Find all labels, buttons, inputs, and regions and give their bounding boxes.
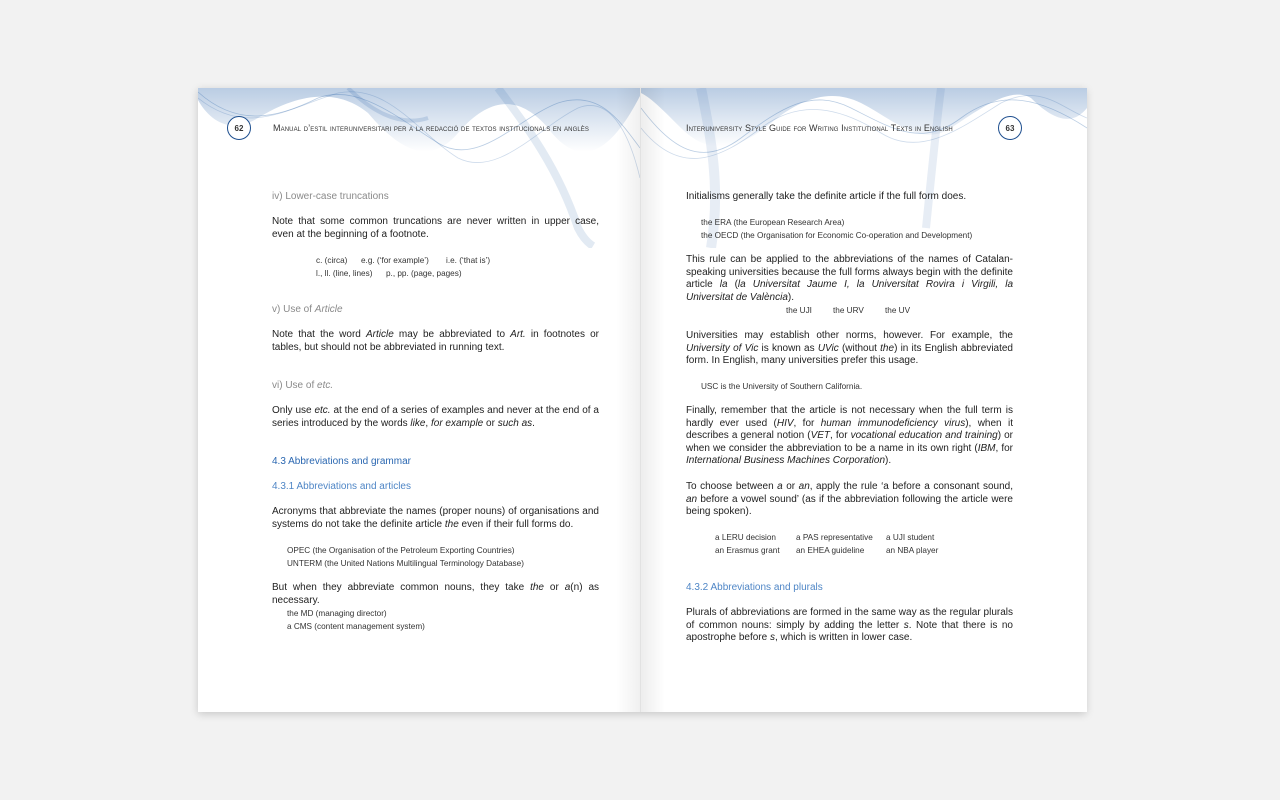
example-item: a PAS representative	[796, 533, 873, 542]
paragraph-article-not-necessary: Finally, remember that the article is not necessary when the full term is hardly ever used (HIV, for human immunodeficiency virus), when it describes a general notion (VET, for vocational education and training) or when we consider the abbreviation to be a name in its own right (IBM, for International Business Machines Corporation).	[686, 405, 1014, 467]
paragraph-other-norms: Universities may establish other norms, however. For example, the University of Vic is known as UVic (without the) in its English abbreviated form. In English, many universities prefer this usage.	[686, 330, 1013, 367]
paragraph-initialisms: Initialisms generally take the definite article if the full form does.	[686, 191, 967, 202]
section-heading: 4.3 Abbreviations and grammar	[272, 456, 411, 467]
example-item: a LERU decision	[715, 533, 776, 542]
example-item: l., ll. (line, lines)	[316, 268, 373, 278]
example-item: an EHEA guideline	[796, 545, 865, 555]
right-page	[640, 88, 1087, 712]
heading-use-of-article: v) Use of Article	[272, 304, 343, 315]
example-item: a UJI student	[886, 533, 935, 542]
example-common-nouns	[287, 608, 614, 633]
example-item: OPEC (the Organisation of the Petroleum Exporting Countries)	[287, 546, 515, 555]
paragraph-acronyms: Acronyms that abbreviate the names (proper nouns) of organisations and systems do not take the definite article the even if their full forms do.	[272, 506, 599, 530]
page-number-left: 62	[227, 116, 251, 140]
example-item: p., pp. (page, pages)	[386, 268, 462, 278]
paragraph-truncations: Note that some common truncations are never written in upper case, even at the beginning of a footnote.	[272, 216, 599, 240]
example-item: the ERA (the European Research Area)	[701, 218, 845, 227]
example-item: i.e. (‘that is’)	[446, 256, 491, 265]
example-item: e.g. (‘for example’)	[361, 256, 429, 265]
example-usc	[701, 381, 1028, 394]
example-acronyms	[287, 545, 614, 570]
page-number-right: 63	[998, 116, 1022, 140]
left-page	[198, 88, 640, 712]
example-item: c. (circa)	[316, 256, 348, 265]
paragraph-etc: Only use etc. at the end of a series of examples and never at the end of a series introduced by the words like, for example or such as.	[272, 405, 599, 429]
subsection-heading: 4.3.1 Abbreviations and articles	[272, 481, 411, 492]
paragraph-article: Note that the word Article may be abbreviated to Art. in footnotes or tables, but should not be abbreviated in running text.	[272, 329, 599, 353]
paragraph-catalan-universities: This rule can be applied to the abbreviations of the names of Catalan-speaking universities because the full forms always begin with the definite article la (la Universitat Jaume I, la Universitat Rovira i Virgili, la Universitat de València).	[686, 254, 1014, 303]
heading-use-of-etc: vi) Use of etc.	[272, 380, 334, 391]
example-universities	[786, 305, 1087, 318]
heading-lower-case-truncations: iv) Lower-case truncations	[272, 191, 389, 202]
example-item: the UJI	[786, 306, 812, 315]
example-item: USC is the University of Southern California.	[701, 382, 863, 391]
example-item: the UV	[885, 306, 911, 315]
book-spread	[198, 88, 1086, 712]
example-item: the URV	[833, 306, 864, 315]
example-item: UNTERM (the United Nations Multilingual Terminology Database)	[287, 558, 524, 568]
paragraph-a-or-an: To choose between a or an, apply the rule ‘a before a consonant sound, an before a vowel sound’ (as if the abbreviation following the article were being spoken).	[686, 481, 1013, 518]
example-articles	[715, 532, 1042, 557]
example-item: a CMS (content management system)	[287, 621, 425, 631]
example-item: an Erasmus grant	[715, 545, 780, 555]
running-head-right: Interuniversity Style Guide for Writing Institutional Texts in English	[686, 123, 953, 133]
example-item: the OECD (the Organisation for Economic Co-operation and Development)	[701, 230, 973, 240]
example-item: an NBA player	[886, 545, 939, 555]
example-initialisms	[701, 217, 1028, 242]
paragraph-plurals: Plurals of abbreviations are formed in the same way as the regular plurals of common nouns: simply by adding the letter s. Note that there is no apostrophe before s, which is written in lower case.	[686, 607, 1013, 644]
subsection-heading-plurals: 4.3.2 Abbreviations and plurals	[686, 582, 823, 593]
example-item: the MD (managing director)	[287, 609, 387, 618]
paragraph-common-nouns: But when they abbreviate common nouns, they take the or a(n) as necessary.	[272, 582, 600, 606]
example-truncations	[316, 255, 640, 280]
running-head-left: Manual d’estil interuniversitari per a la redacció de textos institucionals en anglès	[273, 123, 590, 133]
